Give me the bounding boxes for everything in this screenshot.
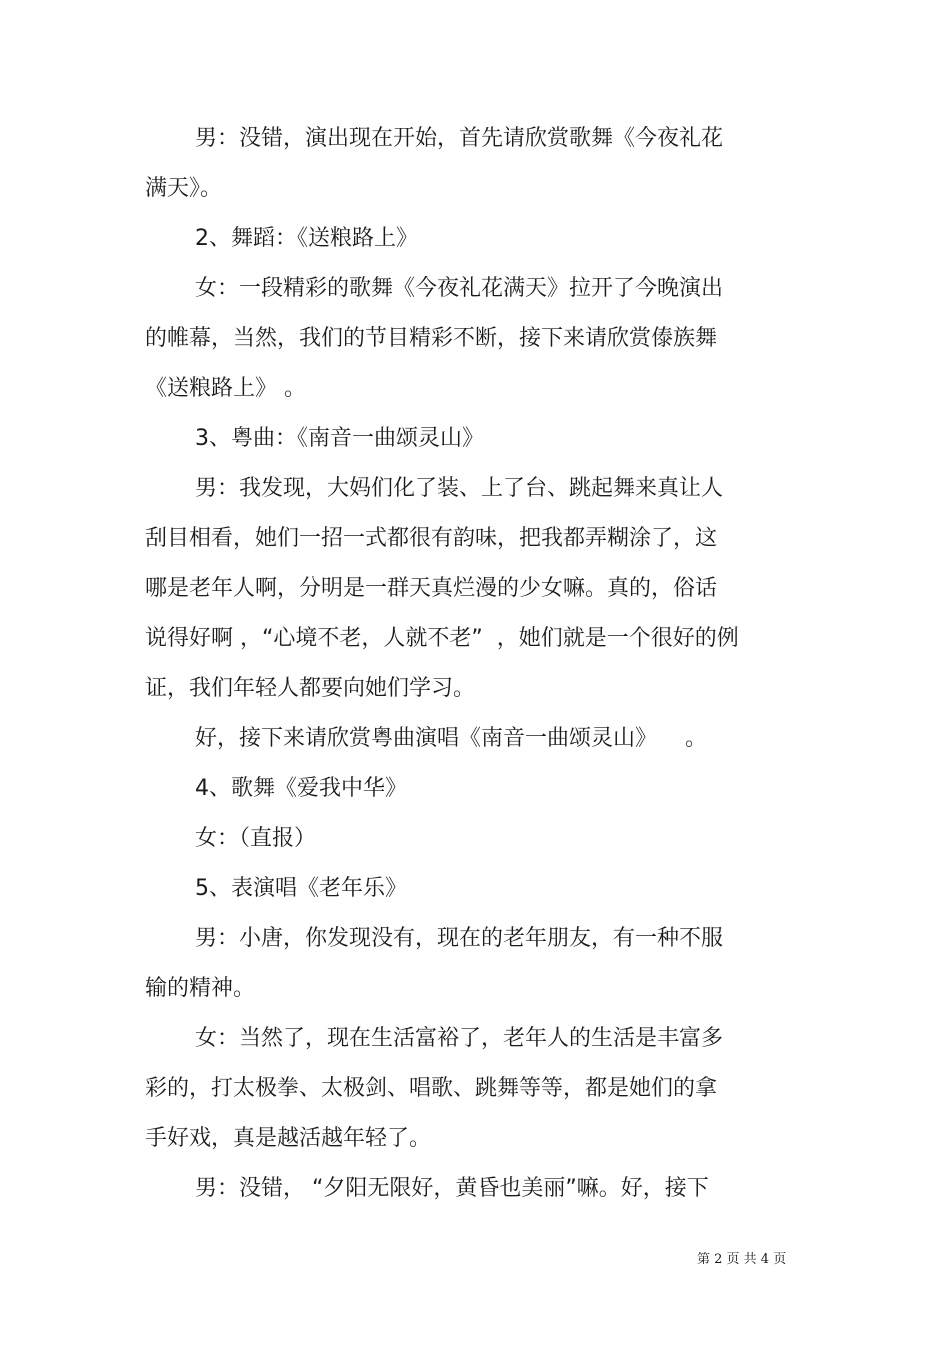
text-line: 证，我们年轻人都要向她们学习。 bbox=[145, 676, 476, 701]
text-line: 的帷幕，当然，我们的节目精彩不断，接下来请欣赏傣族舞 bbox=[145, 326, 718, 351]
text-line: 满天》。 bbox=[145, 176, 223, 201]
text-line: 女：（直报） bbox=[195, 826, 317, 851]
text-line: 说得好啊 ，“心境不老，人就不老” ，她们就是一个很好的例 bbox=[145, 626, 739, 651]
text-line: 彩的，打太极拳、太极剑、唱歌、跳舞等等，都是她们的拿 bbox=[145, 1076, 718, 1101]
text-line: 女：一段精彩的歌舞《今夜礼花满天》拉开了今晚演出 bbox=[195, 276, 724, 301]
section-heading: 3、粤曲：《南音一曲颂灵山》 bbox=[195, 426, 484, 451]
text-line: 男：小唐，你发现没有，现在的老年朋友，有一种不服 bbox=[195, 926, 724, 951]
section-heading: 5、表演唱《老年乐》 bbox=[195, 876, 407, 901]
text-line: 输的精神。 bbox=[145, 976, 256, 1001]
text-line: 刮目相看，她们一招一式都很有韵味，把我都弄糊涂了，这 bbox=[145, 526, 718, 551]
text-line: 好，接下来请欣赏粤曲演唱《南音一曲颂灵山》 。 bbox=[195, 726, 707, 751]
text-line: 男：没错，演出现在开始，首先请欣赏歌舞《今夜礼花 bbox=[195, 126, 724, 151]
text-line: 哪是老年人啊，分明是一群天真烂漫的少女嘛。真的，俗话 bbox=[145, 576, 718, 601]
text-line: 男：我发现，大妈们化了装、上了台、跳起舞来真让人 bbox=[195, 476, 724, 501]
text-line: 手好戏，真是越活越年轻了。 bbox=[145, 1126, 432, 1151]
page-number: 第 2 页 共 4 页 bbox=[697, 1252, 787, 1267]
section-heading: 4、歌舞《爱我中华》 bbox=[195, 776, 407, 801]
section-heading: 2、舞蹈：《送粮路上》 bbox=[195, 226, 418, 251]
text-line: 《送粮路上》 。 bbox=[145, 376, 306, 401]
text-line: 男：没错， “夕阳无限好，黄昏也美丽”嘛。好，接下 bbox=[195, 1176, 709, 1201]
text-line: 女：当然了，现在生活富裕了，老年人的生活是丰富多 bbox=[195, 1026, 724, 1051]
